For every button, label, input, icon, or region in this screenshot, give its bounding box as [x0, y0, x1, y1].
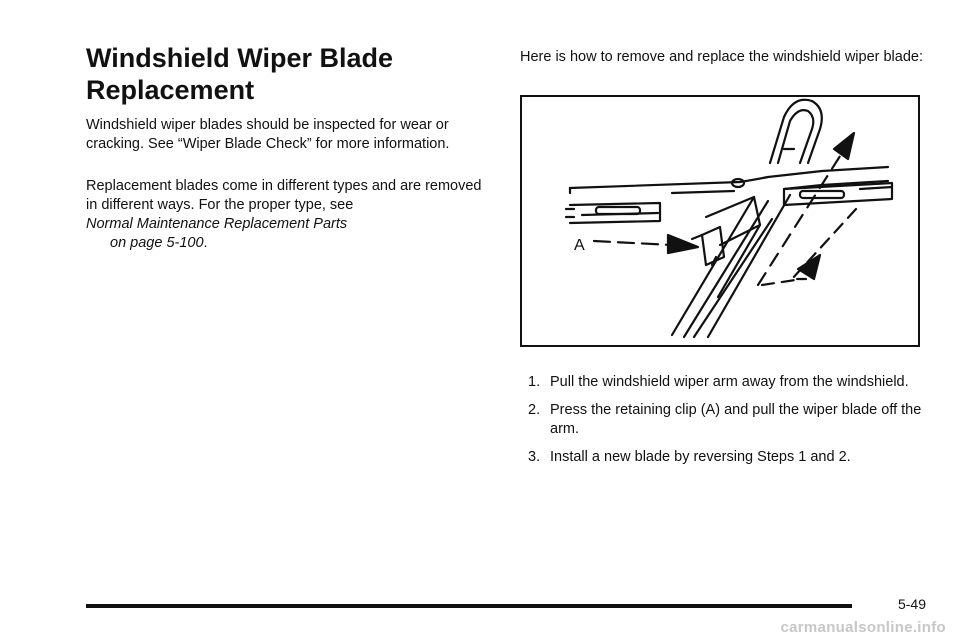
page-title — [86, 42, 486, 106]
replacement-paragraph — [86, 177, 486, 253]
callout-arrow-line — [594, 241, 672, 245]
blade-slot-right — [800, 191, 844, 198]
parts-reference-period: . — [203, 235, 208, 251]
list-item — [520, 448, 930, 467]
step-text: Pull the windshield wiper arm away from the windshield. — [550, 374, 909, 390]
wiper-arm-hook — [770, 100, 822, 163]
intro-paragraph: Windshield wiper blades should be inspected for wear or cracking. See “Wiper Blade Check” for more information. — [86, 117, 450, 152]
list-item — [520, 401, 930, 439]
watermark: carmanualsonline.info — [780, 619, 946, 636]
wiper-blade-figure — [520, 95, 920, 347]
step-text: Install a new blade by reversing Steps 1 and 2. — [550, 449, 851, 465]
list-item — [520, 373, 930, 392]
step-number: 2. — [528, 402, 541, 418]
parts-reference-link[interactable]: Normal Maintenance Replacement Parts — [86, 216, 348, 232]
blade-slot-left — [596, 207, 640, 214]
step-number: 1. — [528, 374, 541, 390]
step-number: 3. — [528, 449, 541, 465]
page-number: 5-49 — [897, 596, 926, 612]
replacement-paragraph-text: Replacement blades come in different types and are removed in different ways. For the proper type, see — [86, 178, 482, 213]
procedure-intro: Here is how to remove and replace the windshield wiper blade: — [520, 49, 923, 65]
footer-rule — [86, 604, 852, 608]
parts-reference-page[interactable] — [86, 234, 486, 253]
parts-reference-page-text[interactable]: on page 5-100 — [110, 235, 204, 251]
step-text: Press the retaining clip (A) and pull the wiper blade off the arm. — [550, 402, 922, 437]
title-line-2: Replacement — [86, 75, 255, 105]
procedure-steps — [520, 373, 930, 476]
wiper-blade-diagram-icon — [522, 97, 918, 345]
retaining-clip — [702, 227, 724, 265]
callout-label-a: A — [574, 237, 585, 254]
title-line-1: Windshield Wiper Blade — [86, 43, 394, 73]
